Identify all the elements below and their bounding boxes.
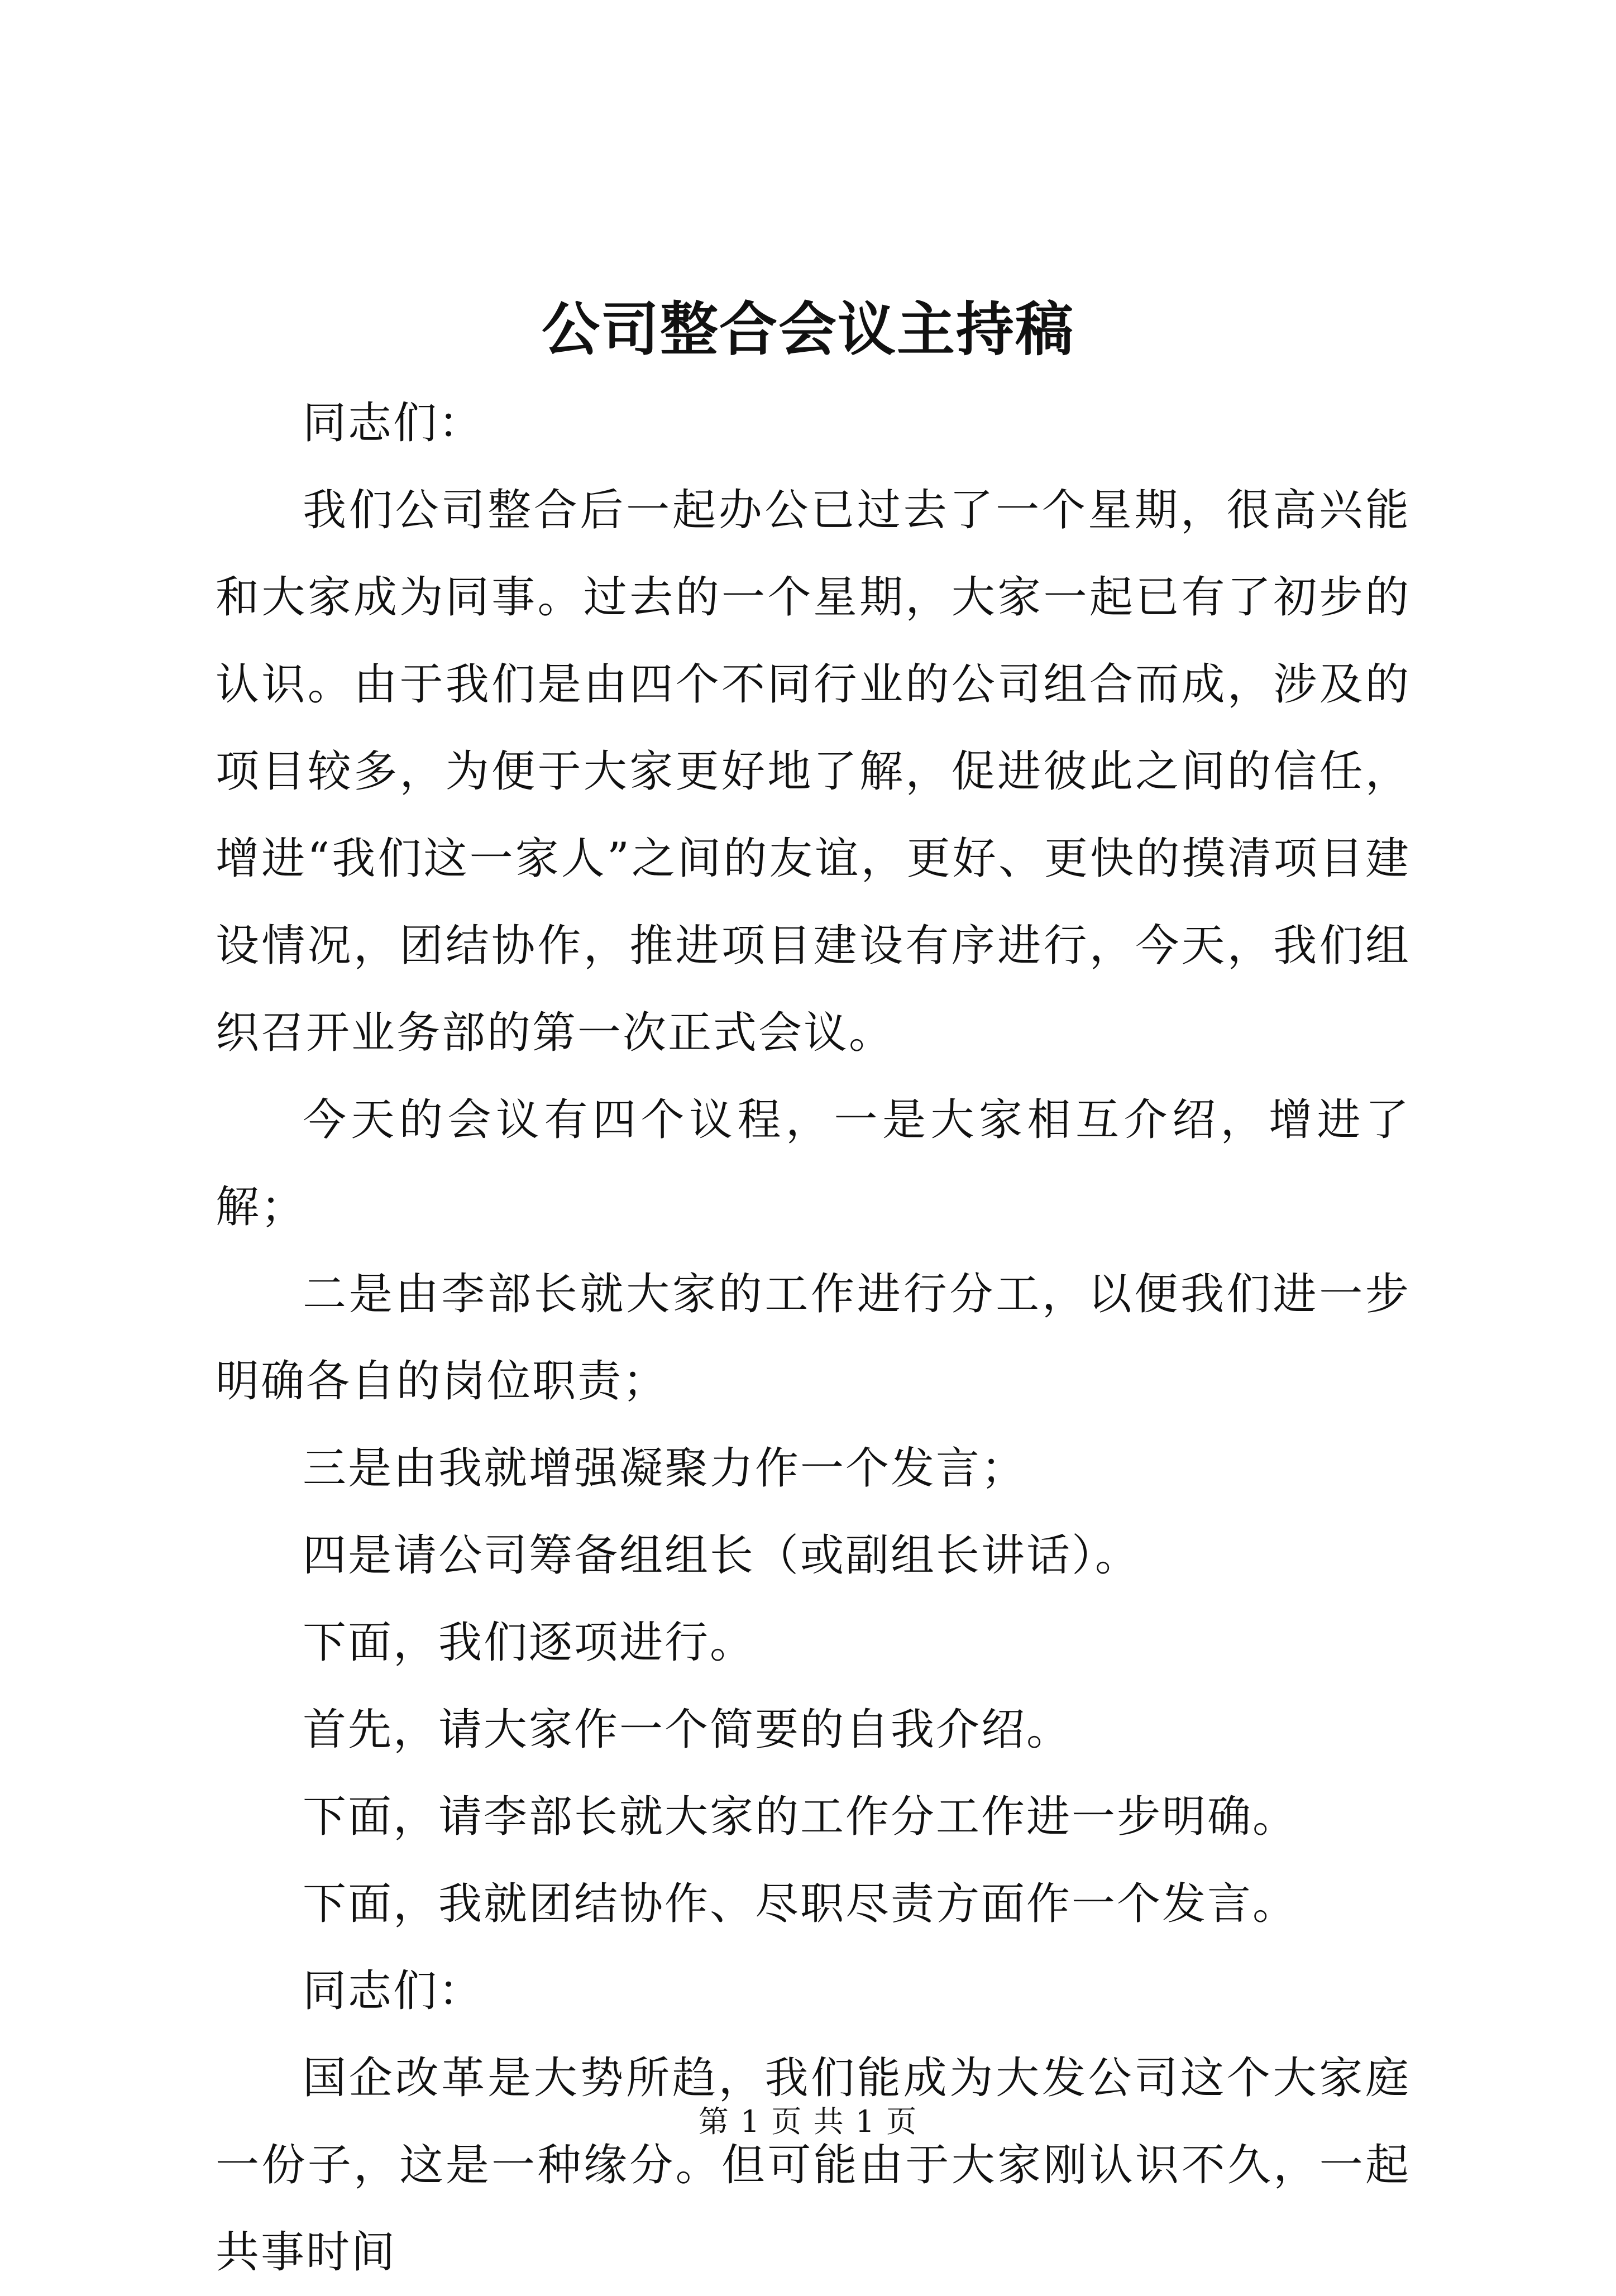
paragraph-proceed: 下面，我们逐项进行。 [303, 1618, 756, 1668]
paragraph-agenda: 今天的会议有四个议程，一是大家相互介绍，增进了解； [216, 1095, 1411, 1232]
paragraph-greeting-2: 同志们： [303, 1966, 484, 2016]
document-title: 公司整合会议主持稿 [541, 295, 1074, 363]
paragraph-division-of-work: 下面，请李部长就大家的工作分工作进一步明确。 [303, 1792, 1298, 1842]
paragraph-intro: 我们公司整合后一起办公已过去了一个星期，很高兴能和大家成为同事。过去的一个星期，大家一起已有了初步的认识。由于我们是由四个不同行业的公司组合而成，涉及的项目较多，为便于大家更好地了解，促进彼此之间的信任，增进“我们这一家人”之间的友谊，更好、更快的摸清项目建设情况，团结协作，推进项目建设有序进行，今天，我们组织召开业务部的第一次正式会议。 [216, 485, 1411, 1058]
document-body [216, 380, 1411, 2296]
paragraph-speech: 下面，我就团结协作、尽职尽责方面作一个发言。 [303, 1879, 1298, 1929]
paragraph-self-intro: 首先，请大家作一个简要的自我介绍。 [303, 1705, 1072, 1755]
paragraph-agenda-item-4: 四是请公司筹备组组长（或副组长讲话）。 [303, 1530, 1141, 1581]
paragraph-agenda-item-3: 三是由我就增强凝聚力作一个发言； [303, 1443, 1027, 1494]
paragraph-agenda-item-2: 二是由李部长就大家的工作进行分工，以便我们进一步明确各自的岗位职责； [216, 1269, 1411, 1407]
page-footer: 第 1 页 共 1 页 [698, 2104, 918, 2139]
paragraph-greeting: 同志们： [303, 398, 484, 448]
paragraph-reform: 国企改革是大势所趋，我们能成为大发公司这个大家庭一份子，这是一种缘分。但可能由于大家刚认识不久，一起共事时间 [216, 2053, 1411, 2278]
